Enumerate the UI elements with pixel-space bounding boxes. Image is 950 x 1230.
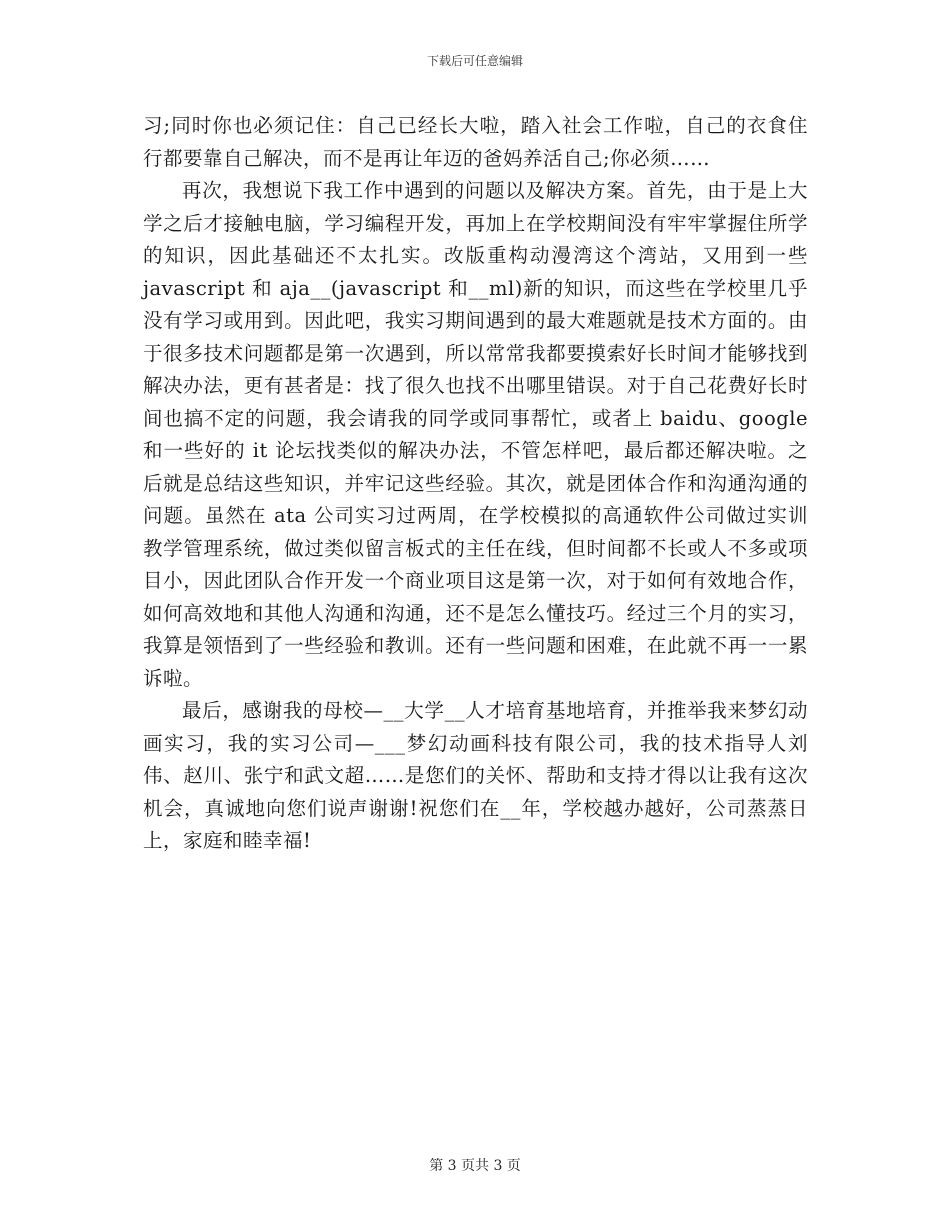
- page-footer: 第 3 页共 3 页: [429, 1158, 521, 1174]
- paragraph-2: 再次，我想说下我工作中遇到的问题以及解决方案。首先，由于是上大学之后才接触电脑，学习编程开发，再加上在学校期间没有牢牢掌握住所学的知识，因此基础还不太扎实。改版重构动漫湾这个湾站，又用到一些 javascript 和 aja__(javascript 和__ml)新的知识，而这些在学校里几乎没有学习或用到。因此吧，我实习期间遇到的最大难题就是技术方面的。由于很多技术问题都是第一次遇到，所以常常我都要摸索好长时间才能够找到解决办法，更有甚者是：找了很久也找不出哪里错误。对于自己花费好长时间也搞不定的问题，我会请我的同学或同事帮忙，或者上 baidu、google 和一些好的 it 论坛找类似的解决办法，不管怎样吧，最后都还解决啦。之后就是总结这些知识，并牢记这些经验。其次，就是团体合作和沟通沟通的问题。虽然在 ata 公司实习过两周，在学校模拟的高通软件公司做过实训教学管理系统，做过类似留言板式的主任在线，但时间都不长或人不多或项目小，因此团队合作开发一个商业项目这是第一次，对于如何有效地合作，如何高效地和其他人沟通和沟通，还不是怎么懂技巧。经过三个月的实习，我算是领悟到了一些经验和教训。还有一些问题和困难，在此就不再一一累诉啦。: [143, 179, 808, 690]
- page-header: 下载后可任意编辑: [426, 54, 523, 68]
- paragraph-3: 最后，感谢我的母校—__大学__人才培育基地培育，并推举我来梦幻动画实习，我的实习公司—___梦幻动画科技有限公司，我的技术指导人刘伟、赵川、张宁和武文超……是您们的关怀、帮助和支持才得以让我有这次机会，真诚地向您们说声谢谢!祝您们在__年，学校越办越好，公司蒸蒸日上，家庭和睦幸福!: [143, 699, 808, 852]
- document-body: [143, 110, 808, 858]
- paragraph-1: 习;同时你也必须记住：自己已经长大啦，踏入社会工作啦，自己的衣食住行都要靠自己解决，而不是再让年迈的爸妈养活自己;你必须……: [143, 114, 808, 170]
